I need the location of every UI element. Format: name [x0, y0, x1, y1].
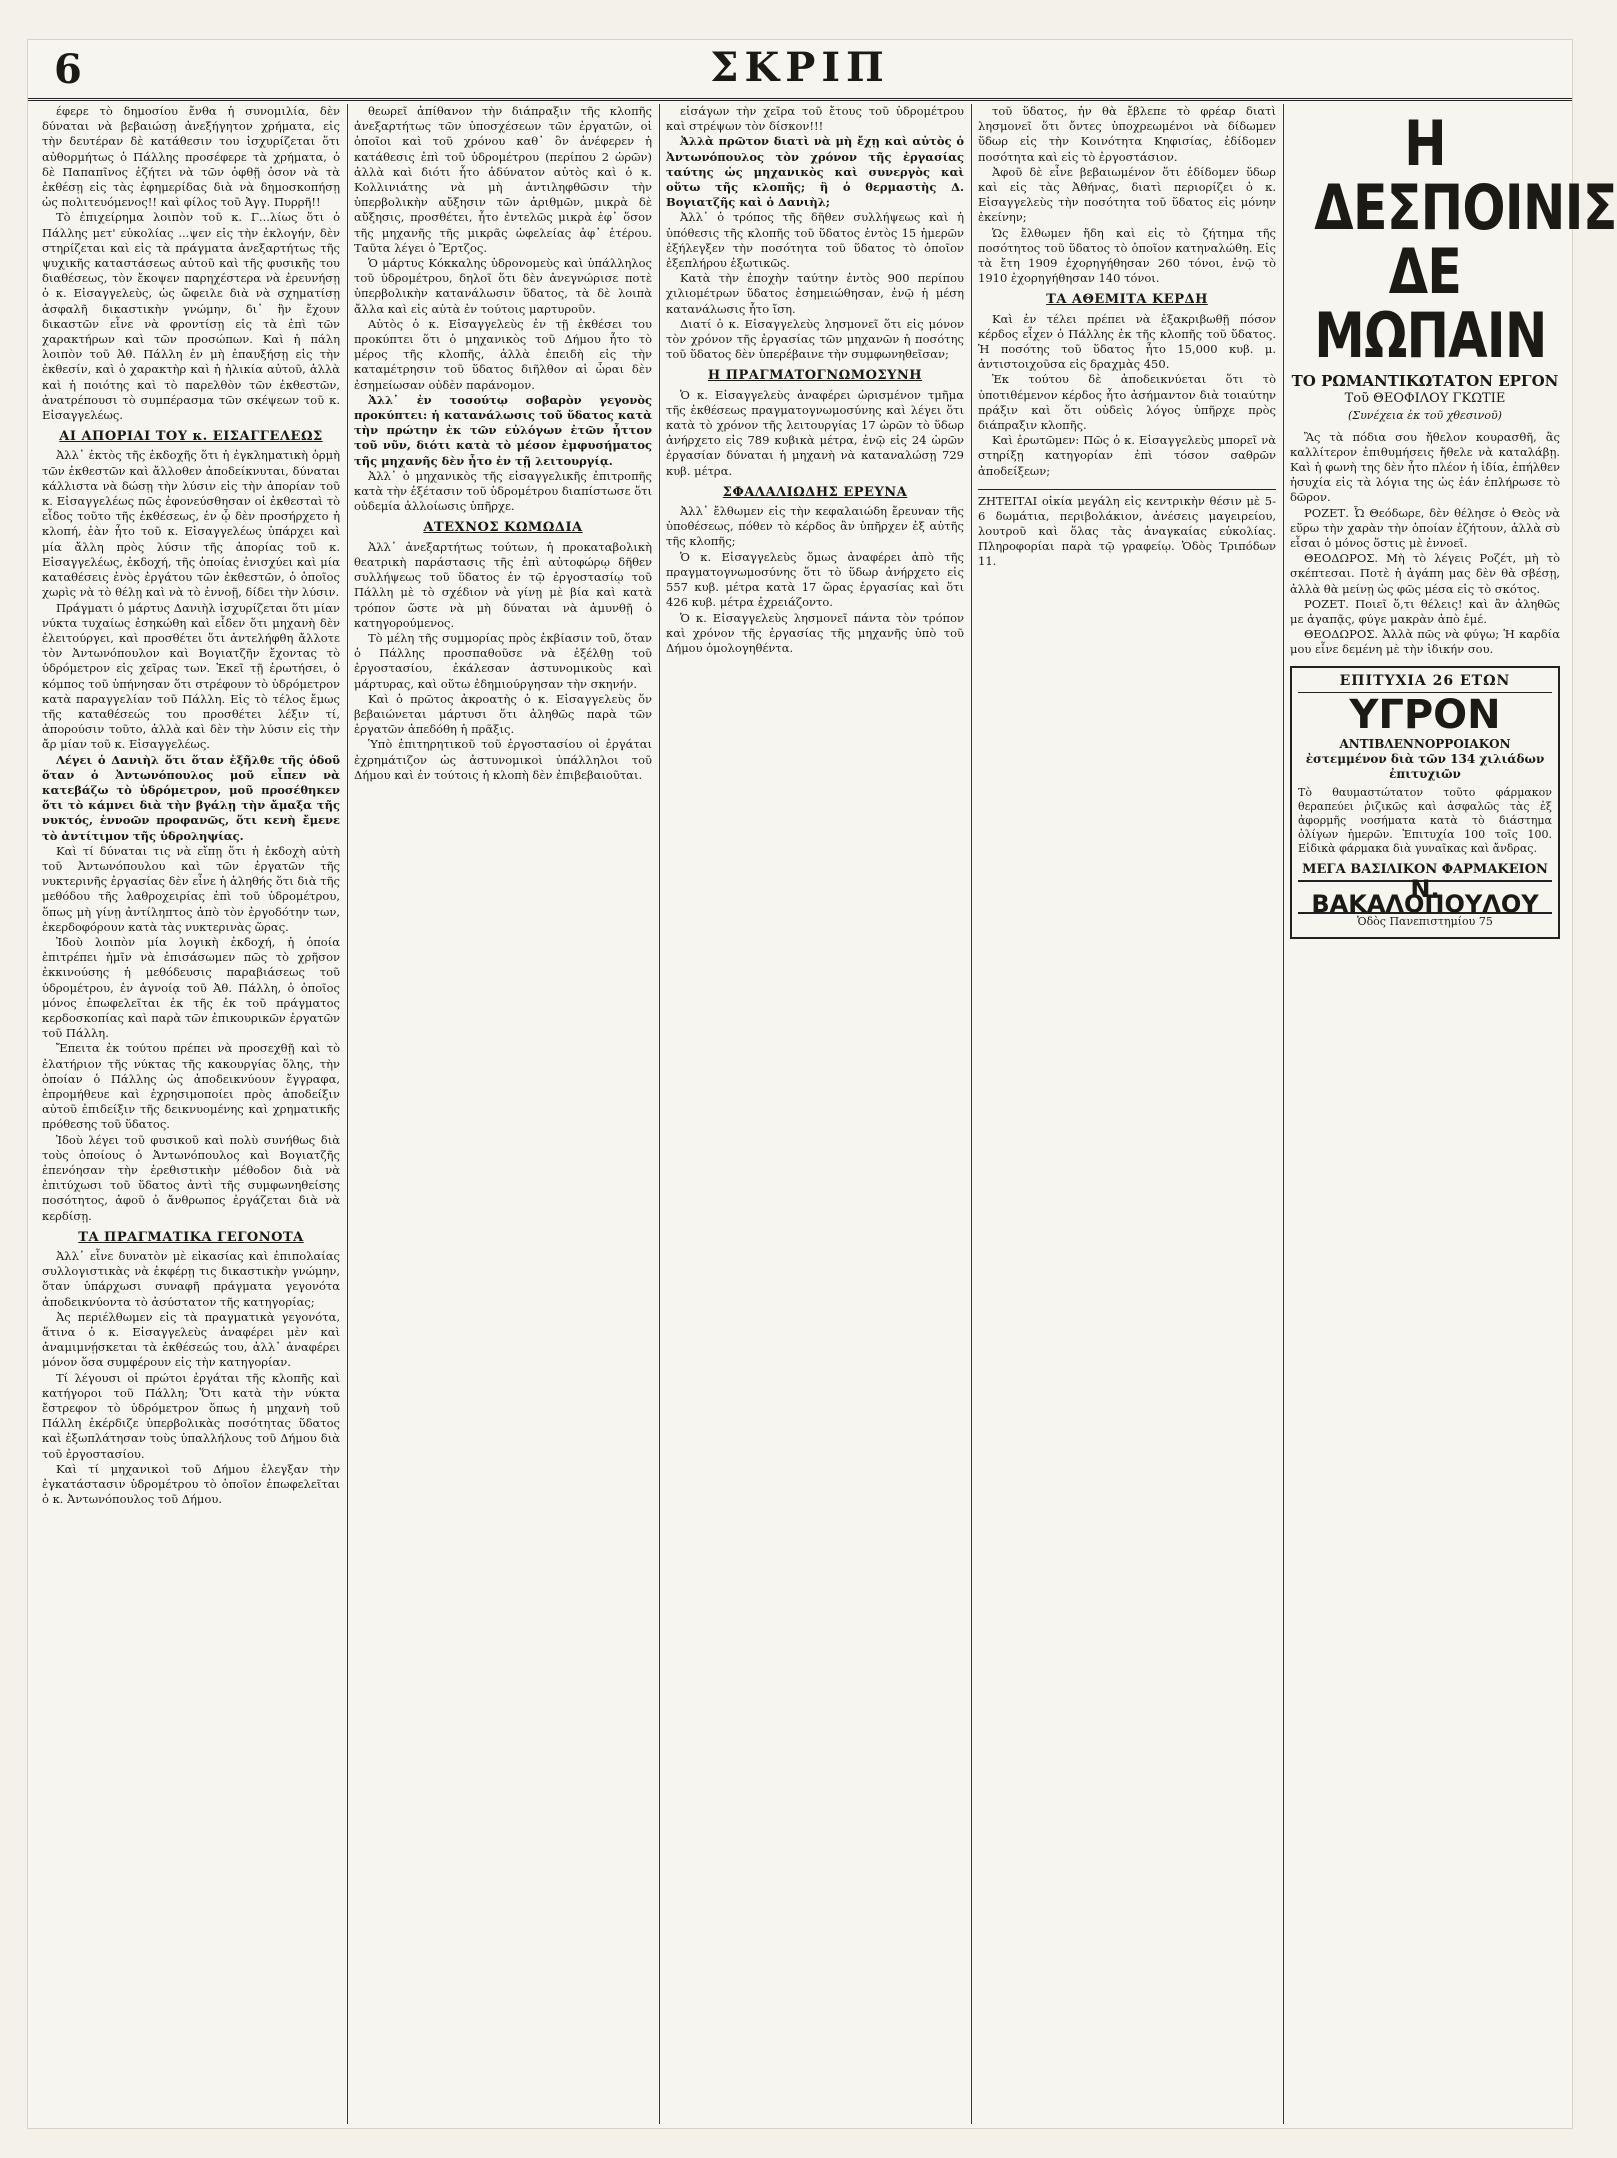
article-paragraph: Ἂς τὰ πόδια σου ἤθελον κουρασθῆ, ἂς καλλίτερον ἐπιθυμήσεις ἤθελε νὰ καταλάβῃ. Καὶ ἡ φωνὴ της δὲν ἦτο πλέον ἡ ἰδία, ἐπήλθεν ἡσυχία εἰς τὰ λόγια της ὡς ἐάν ἐπλήρωσε τὸ δῶρον.: [1290, 429, 1560, 505]
article-paragraph: Λέγει ὁ Δανιὴλ ὅτι ὅταν ἐξῆλθε τῆς ὁδοῦ ὅταν ὁ Ἀντωνόπουλος μοῦ εἶπεν νὰ κατεβάζω τὸ ὑδρόμετρον, μοῦ προσέθηκεν ὅτι τὸ κάμνει διὰ τὴν βγάλῃ τὴν ἄμαξα τῆς νυκτός, ἐννοῶν προφανῶς, ὅτι κενὴ ἔμενε τὸ ἀντίτιμον τῆς ὑδροληψίας.: [42, 752, 340, 843]
classified-ad: ΖΗΤΕΙΤΑΙ οἰκία μεγάλη εἰς κεντρικὴν θέσιν μὲ 5-6 δωμάτια, περιβολάκιον, ἀνέσεις μαγειρείου, λουτροῦ καὶ ὅλας τὰς ἀναγκαίας εὐκολίας. Πληροφορίαι παρὰ τῷ γραφείῳ. Ὁδὸς Τριπόδων 11.: [978, 489, 1276, 569]
article-paragraph: Ἰδοὺ λοιπὸν μία λογικὴ ἐκδοχή, ἡ ὁποία ἐπιτρέπει ἡμῖν νὰ ἐπισάσωμεν πῶς τὸ χρῆσον ἐκκινούσης ἡ μεθόδευσις παραβιάσεως τοῦ ὑδρομέτρου, ἐν ἀγνοίᾳ τοῦ Ἀθ. Πάλλη, ὁ ὁποῖος μόνος ἐπωφελεῖται ἐκ τῆς ἐκ τοῦ πράγματος κερδοσκοπίας καὶ παρὰ τῶν ἐπικουρικῶν ἐργατῶν τοῦ Πάλλη.: [42, 934, 340, 1041]
feuilleton-continuation: (Συνέχεια ἐκ τοῦ χθεσινοῦ): [1348, 409, 1502, 423]
article-paragraph: Καὶ τί μηχανικοὶ τοῦ Δήμου ἐλεγξαν τὴν ἐγκατάστασιν ὑδρομέτρου τὸ ὁποῖον ἐπωφελεῖται ὁ κ. Ἀντωνόπουλος τοῦ Δήμου.: [42, 1461, 340, 1507]
column-rule: [1283, 104, 1284, 2124]
article-paragraph: Ἀφοῦ δὲ εἶνε βεβαιωμένον ὅτι ἐδίδομεν ὕδωρ καὶ εἰς τὰς Ἀθήνας, διατὶ περιορίζει ὁ κ. Εἰσαγγελεὺς τὴν ποσότητα τοῦ ὕδατος εἰς μόνην ἐκείνην;: [978, 164, 1276, 225]
article-paragraph: εἰσάγων τὴν χεῖρα τοῦ ἔτους τοῦ ὑδρομέτρου καὶ στρέψων τὸν δίσκον!!!: [666, 104, 964, 134]
section-heading: Η ΠΡΑΓΜΑΤΟΓΝΩΜΟΣΥΝΗ: [707, 368, 923, 384]
article-paragraph: τοῦ ὕδατος, ἡν θὰ ἔβλεπε τὸ φρέαρ διατὶ λησμονεῖ ὅτι ὄντες ὑποχρεωμένοι νὰ δίδωμεν ὕδωρ εἰς τὴν Κοινότητα Κηφισίας, ἐδίδομεν ποσότητα καὶ εἰς τὸ ἐργοστάσιον.: [978, 104, 1276, 164]
column-2: [354, 104, 652, 2124]
section-heading: ΣΦΑΛΑΛΙΩΔΗΣ ΕΡΕΥΝΑ: [722, 484, 908, 500]
article-paragraph: Ἀλλ᾽ εἶνε δυνατὸν μὲ εἰκασίας καὶ ἐπιπολαίας συλλογιστικὰς νὰ ἐκφέρῃ τις δικαστικὴν γνώμην, ὅταν ὑπάρχωσι συναφῆ πράγματα γεγονότα ἀποδεικνύοντα τὸ ἀσύστατον τῆς κατηγορίας;: [42, 1249, 340, 1309]
section-heading: ΤΑ ΑΘΕΜΙΤΑ ΚΕΡΔΗ: [1046, 292, 1208, 308]
ad-product-type: ΑΝΤΙΒΛΕΝΝΟΡΡΟΙΑΚΟΝ: [1339, 736, 1511, 751]
article-paragraph: ΘΕΟΔΩΡΟΣ. Μὴ τὸ λέγεις Ροζέτ, μὴ τὸ σκέπτεσαι. Ποτὲ ἡ ἀγάπη μας δὲν θὰ σβέσῃ, ἀλλὰ θὰ μείνῃ ὡς φῶς μέσα εἰς τὸ σκότος.: [1290, 551, 1560, 596]
article-paragraph: Ἀλλ᾽ ἐκτὸς τῆς ἐκδοχῆς ὅτι ἡ ἐγκληματικὴ ὁρμὴ τῶν ἐκθεστῶν καὶ ἄλλοθεν ἀποδείκνυται, δύναται κάλλιστα νὰ δώσῃ τὴν λύσιν εἰς τὴν ἀπορίαν τοῦ κ. Εἰσαγγελέως πῶς ἐφονεύσθησαν οἱ ἐκθεσταὶ τὸ εἶδος τοῦτο τῆς ἐκθέσεως, ἐν ᾧ δὲν προσήρχετο ἡ κλοπή, ἐὰν ἦτο τοῦ κ. Εἰσαγγελέως ὑπάρχει καὶ μία ἄλλη πρὸς λύσιν τῆς ἀπορίας τοῦ κ. Εἰσαγγελέως, ἐκδοχή, τῆς ὁποίας ἐνισχύει καὶ μία καταθέσεις ἐνὸς ἐργάτου τῶν ἐκθεστῶν, ὁ ὁποῖος χωρὶς νὰ τὸ θέλῃ καὶ νὰ τὸ ἐννοῇ, δίδει τὴν λύσιν.: [42, 448, 340, 600]
column-4: [978, 104, 1276, 2124]
article-paragraph: Ὁ κ. Εἰσαγγελεὺς λησμονεῖ πάντα τὸν τρόπον καὶ χρόνον τῆς ἐργασίας τῆς μηχανῆς ὑπὸ τοῦ Δήμου ὁμολογηθέντα.: [666, 610, 964, 655]
column-rule: [347, 104, 348, 2124]
article-paragraph: Τί λέγουσι οἱ πρώτοι ἐργάται τῆς κλοπῆς καὶ κατήγοροι τοῦ Πάλλη; Ὅτι κατὰ τὴν νύκτα ἔστρεφον τὸ ὑδρόμετρον ὅπως ἡ μηχανὴ τοῦ Πάλλη ἐκέρδιζε ὑπερβολικὰς ποσότητας ὕδατος καὶ ἐξωπλάτησαν τοὺς ὑπαλλήλους τοῦ Δήμου διὰ τοῦ ἐργοστασίου.: [42, 1370, 340, 1461]
column-3: [666, 104, 964, 2124]
column-5: [1290, 104, 1617, 2124]
article-paragraph: Ὁ μάρτυς Κόκκαλης ὑδρονομεὺς καὶ ὑπάλληλος τοῦ ὑδρομέτρου, δηλοῖ ὅτι δὲν ἀνεγνώρισε ποτὲ ὑπερβολικὴν κατανάλωσιν ὕδατος, τὰ δὲ λοιπὰ ἄλλα καὶ εἰς αὐτὰ ἐν τούτοις μαρτυροῦν.: [354, 256, 652, 316]
article-paragraph: Πράγματι ὁ μάρτυς Δανιὴλ ἰσχυρίζεται ὅτι μίαν νύκτα τυχαίως ἐσηκώθη καὶ εἶδεν ὅτι μηχανὴ δὲν ἐλειτούργει, καὶ προσθέτει ὅτι ἀντελήφθη ἄλλοτε τὸν Ἀντωνόπουλον καὶ Βογιατζῆν ἔχοντας τὸ ὑδρόμετρον εἰς χεῖρας των. Ἐκεῖ τῇ ἐρωτήσει, ὁ κόμπος τοῦ ὑπήνησαν ὅτι στρέφουν τὸ ὑδρόμετρον κατὰ παραγγελίαν τοῦ Πάλλη. Εἰς τὸ τέλος ἔμως τῆς καταθέσεώς του προσθέτει λέξιν τί, ἀπορούσιν τοῦτο, ἀλλὰ καὶ δὲν τὴν λύσιν εἰς τὴν ἄρ μίαν τοῦ κ. Εἰσαγγελέως.: [42, 600, 340, 752]
ad-heading: ΕΠΙΤΥΧΙΑ 26 ΕΤΩΝ: [1298, 674, 1552, 693]
article-paragraph: Ὁ κ. Εἰσαγγελεὺς ἀναφέρει ὡρισμένον τμῆμα τῆς ἐκθέσεως πραγματογνωμοσύνης καὶ λέγει ὅτι κατὰ τὸ χρόνον τῆς λειτουργίας 17 ὡρῶν τὸ ὕδωρ ἀνήρχετο εἰς 789 κυβικὰ μέτρα, ἐνῷ εἰς 24 ὡρῶν ἐργασίαν δύναται ἡ μηχανὴ νὰ καταναλώσῃ 729 κυβ. μέτρα.: [666, 387, 964, 478]
article-paragraph: Ἔπειτα ἐκ τούτου πρέπει νὰ προσεχθῇ καὶ τὸ ἐλατήριον τῆς νύκτας τῆς κακουργίας ὅλης, τὴν ὁποίαν ὁ Πάλλης ὡς ἀποδεικνύουν ἔγγραφα, ἐπρομήθευε καὶ ἐχρησιμοποίει πρὸς ἀποδείξιν αὐτοῦ ἐπιδείξιν τῆς δεικνυομένης καὶ χρηματικῆς πρόθεσης τοῦ ὕδατος.: [42, 1041, 340, 1132]
article-paragraph: Διατί ὁ κ. Εἰσαγγελεὺς λησμονεῖ ὅτι εἰς μόνον τὸν χρόνον τῆς ἐργασίας τῶν μηχανῶν ἡ ποσότης τοῦ ὕδατος δὲν ὑπερέβαινε τὴν συμφωνηθεῖσαν;: [666, 316, 964, 362]
article-paragraph: Ἀλλ᾽ ἐν τοσούτῳ σοβαρὸν γεγονὸς προκύπτει: ἡ κατανάλωσις τοῦ ὕδατος κατὰ τὴν πρώτην ἐκ τῶν εὐλόγων ἐτῶν ἧττον τοῦ νῦν, διότι κατὰ τὸ μέσον ἐμφυσήματος τῆς μηχανῆς δὲν ἦτο ἐν τῇ λειτουργίᾳ.: [354, 392, 652, 468]
feuilleton-author: Τοῦ ΘΕΟΦΙΛΟΥ ΓΚΩΤΙΕ: [1344, 391, 1506, 407]
article-paragraph: Τὸ ἐπιχείρημα λοιπὸν τοῦ κ. Γ...λίως ὅτι ὁ Πάλλης μετ' εὐκολίας ...ψεν εἰς τὴν ἐκλογήν, δὲν στηρίζεται καὶ εἰς τὰ πράγματα ἀνεξαρτήτως τῆς ψυχικῆς καταστάσεως αὐτοῦ καὶ τῆς φυσικῆς του διαθέσεως, τὸν ἔκοψεν παρηχέστερα νὰ ἐρευνήσῃ ὁ κ. Εἰσαγγελεὺς, ὡς ὤφειλε διὰ νὰ σχηματίσῃ ἀσφαλῆ δικαστικὴν γνώμην, δι᾽ ἣν ἔχουν δικαστῶν εἶνε νὰ φροντίσῃ εἰς τὰ ἐπὶ τῶν χαρακτήρων καὶ τῶν προσώπων. Καὶ ἡ πάλη λοιπὸν τοῦ Ἀθ. Πάλλη ἐν μὴ ἐπαυξήσῃ εἰς τὴν ἐκθεσίν, καὶ ὁ χαρακτὴρ καὶ ἡ ἡλικία αὐτοῦ, ἀλλὰ καὶ ἡ ποιότης καὶ τὸ παρελθὸν τῶν ἐκθεστῶν, ἀνατρέπουσι τὸ συμπέρασμα τῶν σκέψεων τοῦ κ. Εἰσαγγελέως.: [42, 210, 340, 423]
article-paragraph: Ἀλλ᾽ ἔλθωμεν εἰς τὴν κεφαλαιώδη ἔρευναν τῆς ὑποθέσεως, πόθεν τὸ κέρδος ἂν ὑπῆρχεν ἐξ αὐτῆς τῆς κλοπῆς;: [666, 504, 964, 549]
ad-tagline: ἐστεμμένον διὰ τῶν 134 χιλιάδων ἐπιτυχιῶν: [1305, 752, 1545, 782]
ad-pharmacy-label: ΜΕΓΑ ΒΑΣΙΛΙΚΟΝ ΦΑΡΜΑΚΕΙΟΝ: [1302, 862, 1548, 878]
ad-body-text: Τὸ θαυμαστώτατον τοῦτο φάρμακον θεραπεύει ῥιζικῶς καὶ ἀσφαλῶς τὰς ἐξ ἀφορμῆς νοσήματα κατὰ τὸ διάστημα ὀλίγων ἡμερῶν. Ἐπιτυχία 100 τοῖς 100. Εἰδικὰ φάρμακα διὰ γυναῖκας καὶ ἄνδρας.: [1298, 786, 1552, 856]
article-paragraph: Ἀς περιέλθωμεν εἰς τὰ πραγματικὰ γεγονότα, ἅτινα ὁ κ. Εἰσαγγελεὺς ἀναφέρει μὲν καὶ ἀναμιμνῄσκεται τὰ ἐκθέσεώς του, ἀλλ᾽ ἀναφέρει μόνον ὅσα συμφέρουν εἰς τὴν κατηγορίαν.: [42, 1309, 340, 1370]
section-heading: ΑΤΕΧΝΟΣ ΚΩΜΩΔΙΑ: [423, 520, 583, 536]
article-paragraph: ΡΟΖΕΤ. Ποιεῖ ὅ,τι θέλεις! καὶ ἂν ἀληθῶς με ἀγαπᾷς, φύγε μακρὰν ἀπὸ ἐμέ.: [1290, 596, 1560, 627]
article-paragraph: Καὶ ὁ πρῶτος ἀκροατὴς ὁ κ. Εἰσαγγελεὺς ὅν βεβαιώνεται μάρτυσι ὅτι ἀληθῶς παρὰ τῶν ἐργατῶν ἀπεδόθη ἡ πρᾶξις.: [354, 691, 652, 737]
article-paragraph: θεωρεῖ ἀπίθανον τὴν διάπραξιν τῆς κλοπῆς ἀνεξαρτήτως τῶν ὑποσχέσεων τῶν ἐργατῶν, οἱ ὁποῖοι καὶ τοῦ χρόνου καθ᾽ ὃν ἀνέφερεν ἡ κατάθεσις ἐπὶ τοῦ ὑδρομέτρου (περίπου 2 ὡρῶν) ἀλλὰ καὶ διότι ἦτο ἀδύνατον αὐτὸς καὶ ὁ κ. Κολλινιάτης νὰ μὴ ἀντιληφθῶσιν τὴν ὑπερβολικὴν αὔξησιν τῶν ἀριθμῶν, μικρὰ δὲ αὔξησις, προσθέτει, ἦτο ἐντελῶς μικρὰ ἐφ᾽ ὅσον τῆς μηχανῆς τῆς μικρᾶς ὡφελείας ἀφ᾽ ἑτέρου. Ταῦτα λέγει ὁ Ἔρτζος.: [354, 104, 652, 255]
article-paragraph: Καὶ ἐρωτῶμεν: Πῶς ὁ κ. Εἰσαγγελεὺς μπορεῖ νὰ στηρίξῃ κατηγορίαν ἐπὶ τόσον σαθρῶν ἀποδείξεων;: [978, 433, 1276, 478]
article-paragraph: Ἐκ τούτου δὲ ἀποδεικνύεται ὅτι τὸ ὑποτιθέμενον κέρδος ἦτο ἀσήμαντον διὰ τοιαύτην πράξιν καὶ ὅτι οὐδεὶς λόγος ὑπῆρχε πρὸς διάπραξιν κλοπῆς.: [978, 372, 1276, 433]
article-paragraph: Καὶ τί δύναται τις νὰ εἴπῃ ὅτι ἡ ἐκδοχὴ αὐτὴ τοῦ Ἀντωνόπουλου καὶ τῶν ἐργατῶν τῆς νυκτερινῆς ἐργασίας δὲν εἶνε ἡ ἀληθής ὅτι διὰ τῆς μεθόδου τῆς λαθροχειρίας ἐπὶ τοῦ ὑδρομέτρου, ὅπως μὴ γίνῃ ἀντίληπτος ἀπὸ τὸν ἐργοδότην των, ἐκερδοφόρουν κατὰ τὰς νυκτερινὰς ὥρας.: [42, 843, 340, 934]
feuilleton-subtitle: ΤΟ ΡΩΜΑΝΤΙΚΩΤΑΤΟΝ ΕΡΓΟΝ: [1291, 372, 1559, 390]
article-paragraph: Ἀλλ᾽ ἀνεξαρτήτως τούτων, ἡ προκαταβολικὴ θεατρικὴ παράστασις τῆς ἐπὶ αὐτοφώρῳ δῆθεν συλλήψεως τοῦ ὕδατος ἐν τῷ ἐργοστασίῳ τοῦ Πάλλη μὲ τὸ σχέδιον νὰ γίνῃ μὲ βία καὶ κατὰ τρόπον ὥστε νὰ μὴ δύναται νὰ ἀμυνθῇ ὁ κατηγορούμενος.: [354, 539, 652, 630]
column-rule: [659, 104, 660, 2124]
article-paragraph: Ὡς ἔλθωμεν ἤδη καὶ εἰς τὸ ζήτημα τῆς ποσότητος τοῦ ὕδατος τὸ ὁποῖον κατηναλώθη. Εἰς τὰ ἔτη 1909 ἐχορηγήθησαν 260 τόνοι, ἐνῷ τὸ 1910 ἐχορηγήθησαν 140 τόνοι.: [978, 225, 1276, 286]
article-paragraph: Ἀλλὰ πρῶτον διατὶ νὰ μὴ ἔχῃ καὶ αὐτὸς ὁ Ἀντωνόπουλος τὸν χρόνον τῆς ἐργασίας ταύτης ὡς μηχανικὸς καὶ συνεργὸς καὶ οὕτω τῆς κλοπῆς; ἢ ὁ θερμαστὴς Δ. Βογιατζῆς καὶ ὁ Δανιὴλ;: [666, 134, 964, 210]
article-paragraph: Κατὰ τὴν ἐποχὴν ταύτην ἐντὸς 900 περίπου χιλιομέτρων ὕδατος ἐσημειώθησαν, ἐνῷ ἡ μέση κατανάλωσις ἦτο ἴση.: [666, 271, 964, 316]
masthead: ΣΚΡΙΠ: [710, 44, 890, 91]
ad-address: Ὁδὸς Πανεπιστημίου 75: [1357, 915, 1493, 929]
ad-pharmacy-name: Ν. ΒΑΚΑΛΟΠΟΥΛΟΥ: [1298, 880, 1552, 914]
page-header: [28, 40, 1572, 101]
page-number: 6: [54, 46, 83, 93]
article-paragraph: ΘΕΟΔΩΡΟΣ. Ἀλλὰ πῶς νὰ φύγω; Ἡ καρδία μου εἶνε δεμένη μὲ τὴν ἰδικήν σου.: [1290, 627, 1560, 657]
article-paragraph: Αὐτὸς ὁ κ. Εἰσαγγελεὺς ἐν τῇ ἐκθέσει του προκύπτει ὅτι ὁ μηχανικὸς τοῦ Δήμου ἦτο τὸ μέρος τῆς κλοπῆς, ἀλλὰ ἐπειδὴ εἰς τὴν καταμέτρησιν τοῦ ὕδατος διῆλθον αἱ ὧραι δὲν ἐσημείωσαν οὐδὲν παράνομον.: [354, 316, 652, 392]
article-paragraph: Ὁ κ. Εἰσαγγελεὺς ὅμως ἀναφέρει ἀπὸ τῆς πραγματογνωμοσύνης ὅτι τὸ ὕδωρ ἀνήρχετο εἰς 557 κυβ. μέτρα κατὰ 17 ὥρας ἐργασίας καὶ ὅτι 426 κυβ. μέτρα ἐχρειάζοντο.: [666, 549, 964, 610]
section-heading: ΤΑ ΠΡΑΓΜΑΤΙΚΑ ΓΕΓΟΝΟΤΑ: [78, 1229, 304, 1245]
columns-area: [36, 104, 1617, 2124]
feuilleton-title: Η ΔΕΣΠΟΙΝΙΣ ΔΕ ΜΩΠΑΙΝ: [1314, 107, 1617, 372]
pharmacy-advertisement: [1290, 666, 1560, 940]
section-heading: ΑΙ ΑΠΟΡΙΑΙ ΤΟΥ κ. ΕΙΣΑΓΓΕΛΕΩΣ: [59, 429, 323, 445]
article-paragraph: Καὶ ἐν τέλει πρέπει νὰ ἐξακριβωθῇ πόσον κέρδος εἶχεν ὁ Πάλλης ἐκ τῆς κλοπῆς τοῦ ὕδατος. Ἡ ποσότης τοῦ ὕδατος ἦτο 15,000 κυβ. μ. ἀντιστοιχοῦσα εἰς δραχμὰς 450.: [978, 311, 1276, 372]
column-1: [42, 104, 340, 2124]
article-paragraph: ΡΟΖΕΤ. Ὦ Θεόδωρε, δὲν θέλησε ὁ Θεὸς νὰ εὕρω τὴν χαρὰν τὴν ὁποίαν ἐζήτουν, ἀλλὰ σὺ εἶσαι ὁ μόνος ὅστις μὲ ἐννοεῖ.: [1290, 505, 1560, 551]
article-paragraph: έφερε τὸ δημοσίου ἔνθα ἡ συνομιλία, δὲν δύναται νὰ βεβαιώσῃ ἀνεξήγητον χρήματα, εἰς τὴν δευτέραν δὲ κατάθεσιν του ἰσχυρίζεται ὅτι αὐθορμήτως ὁ Πάλλης προσέφερε τὰ χρήματα, ὁ δὲ Παπαπῖνος ἐζήτει νὰ τῶν ὀφθῇ ὁσον νὰ τὰ ἐκθέσῃ εἰς τὰς ἐφημερίδας διὰ νὰ δημοσκοπήσῃ ὡς πολιτευόμενος!! καὶ φίλος τοῦ Ἀγγ. Πυρρῆ!!: [42, 104, 340, 210]
newspaper-page: [28, 40, 1617, 2128]
article-paragraph: Ἰδοὺ λέγει τοῦ φυσικοῦ καὶ πολὺ συνήθως διὰ τοὺς ὁποίους ὁ Ἀντωνόπουλος καὶ Βογιατζῆς ἐπενόησαν τὴν ἐρεθιστικὴν μέθοδον διὰ νὰ ἐπιτύχωσι τοῦ ὕδατος ἀντὶ τῆς συμφωνηθείσης ποσότητος, ἀφοῦ ὁ ἄνθρωπος ἐργάζεται διὰ νὰ κερδίσῃ.: [42, 1132, 340, 1223]
article-paragraph: Τὸ μέλη τῆς συμμορίας πρὸς ἐκβίασιν τοῦ, ὅταν ὁ Πάλλης προσπαθοῦσε νὰ ἐξέλθῃ τοῦ ἐργοστασίου, ἐκάλεσαν ἀστυνομικοὺς καὶ μάρτυρας, καὶ οὕτω ἐδημιούργησαν τὴν σκηνήν.: [354, 630, 652, 691]
article-paragraph: Ἀλλ᾽ ὁ τρόπος τῆς δῆθεν συλλήψεως καὶ ἡ ὑπόθεσις τῆς κλοπῆς τοῦ ὕδατος ἐντὸς 15 ἡμερῶν ἐξήλεγξεν τὴν ποσότητα τοῦ ὕδατος τὸ ὁποῖον ἐξεπλήρου ἐξωτικῶς.: [666, 210, 964, 271]
ad-product-name: ΥΓΡΟΝ: [1349, 691, 1501, 738]
column-rule: [971, 104, 972, 2124]
article-paragraph: Ἀλλ᾽ ὁ μηχανικὸς τῆς εἰσαγγελικῆς ἐπιτροπῆς κατὰ τὴν ἐξέτασιν τοῦ ὑδρομέτρου διαπίστωσε ὅτι οὐδεμία ἀλλοίωσις ὑπῆρχε.: [354, 468, 653, 514]
article-paragraph: Ὑπὸ ἐπιτηρητικοῦ τοῦ ἐργοστασίου οἱ ἐργάται ἐχρημάτιζον ὡς ἀστυνομικοὶ ὑπάλληλοι τοῦ Δήμου καὶ ἐν τούτοις ἡ κλοπὴ δὲν ἐπιβεβαιοῦται.: [354, 737, 652, 782]
